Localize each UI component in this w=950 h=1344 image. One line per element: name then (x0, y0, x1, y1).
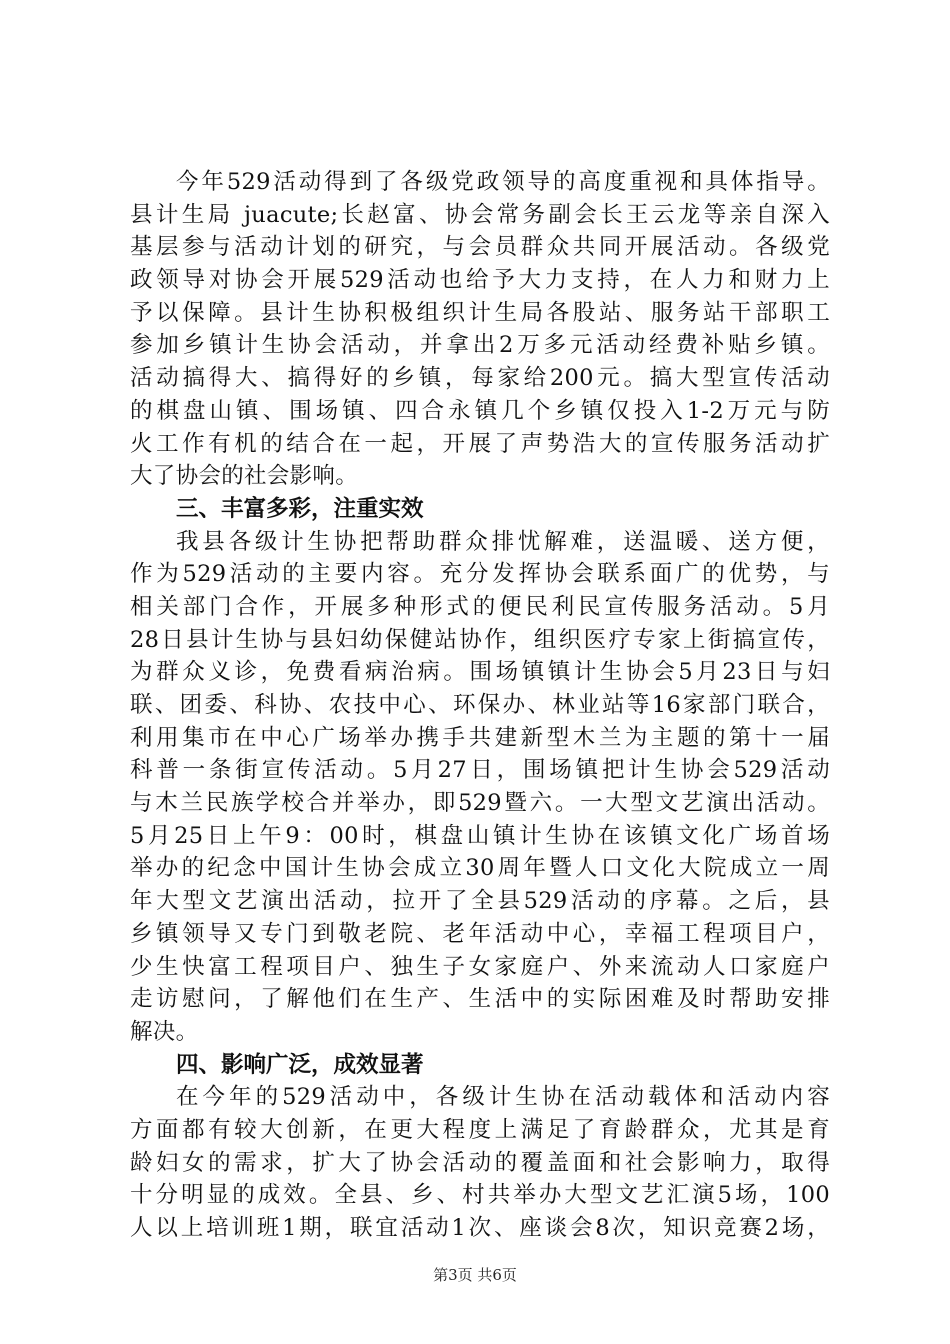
text-line: 参加乡镇计生协会活动，并拿出2万多元活动经费补贴乡镇。 (130, 332, 830, 359)
paragraph-leadership-support (130, 166, 830, 493)
text-line: 5月25日上午9：00时，棋盘山镇计生协在该镇文化广场首场 (130, 822, 830, 849)
text-line: 十分明显的成效。全县、乡、村共举办大型文艺汇演5场，100 (130, 1182, 830, 1209)
text-line: 与木兰民族学校合并举办，即529暨六。一大型文艺演出活动。 (130, 790, 830, 817)
text-line: 方面都有较大创新，在更大程度上满足了育龄群众，尤其是育 (130, 1116, 830, 1143)
text-line: 科普一条街宣传活动。5月27日，围场镇把计生协会529活动 (130, 757, 830, 784)
text-line: 基层参与活动计划的研究，与会员群众共同开展活动。各级党 (130, 234, 830, 261)
text-line: 28日县计生协与县妇幼保健站协作，组织医疗专家上街搞宣传， (130, 626, 830, 653)
text-line: 的棋盘山镇、围场镇、四合永镇几个乡镇仅投入1-2万元与防 (130, 397, 830, 424)
text-line: 县计生局 juacute;长赵富、协会常务副会长王云龙等亲自深入 (130, 201, 830, 228)
text-line: 我县各级计生协把帮助群众排忧解难，送温暖、送方便， (176, 528, 830, 555)
section-heading-4: 四、影响广泛，成效显著 (176, 1051, 424, 1078)
text-line: 今年529活动得到了各级党政领导的高度重视和具体指导。 (176, 169, 830, 195)
text-line: 人以上培训班1期，联宜活动1次、座谈会8次，知识竞赛2场， (130, 1215, 830, 1241)
text-line: 在今年的529活动中，各级计生协在活动载体和活动内容 (176, 1084, 830, 1111)
text-line: 走访慰问，了解他们在生产、生活中的实际困难及时帮助安排 (130, 986, 830, 1013)
text-line: 龄妇女的需求，扩大了协会活动的覆盖面和社会影响力，取得 (130, 1149, 830, 1176)
text-line: 活动搞得大、搞得好的乡镇，每家给200元。搞大型宣传活动 (130, 365, 830, 392)
text-line: 作为529活动的主要内容。充分发挥协会联系面广的优势，与 (130, 561, 830, 588)
text-line: 解决。 (130, 1018, 199, 1045)
section-heading-3: 三、丰富多彩，注重实效 (176, 495, 424, 522)
text-line: 联、团委、科协、农技中心、环保办、林业站等16家部门联合， (130, 692, 830, 718)
paragraph-diverse-activities (130, 526, 830, 1049)
text-line: 相关部门合作，开展多种形式的便民利民宣传服务活动。5月 (130, 593, 830, 620)
text-line: 大了协会的社会影响。 (130, 463, 359, 490)
page-number-footer: 第3页 共6页 (433, 1266, 517, 1284)
text-line: 年大型文艺演出活动，拉开了全县529活动的序幕。之后，县 (130, 888, 830, 915)
paragraph-wide-impact (130, 1081, 830, 1244)
text-line: 利用集市在中心广场举办携手共建新型木兰为主题的第十一届 (130, 724, 830, 751)
text-line: 少生快富工程项目户、独生子女家庭户、外来流动人口家庭户 (130, 953, 830, 980)
text-line: 火工作有机的结合在一起，开展了声势浩大的宣传服务活动扩 (130, 430, 830, 457)
document-body (130, 166, 830, 1245)
text-line: 为群众义诊，免费看病治病。围场镇镇计生协会5月23日与妇 (130, 659, 830, 686)
text-line: 政领导对协会开展529活动也给予大力支持，在人力和财力上 (130, 267, 830, 294)
text-line: 举办的纪念中国计生协会成立30周年暨人口文化大院成立一周 (130, 855, 830, 882)
text-line: 予以保障。县计生协积极组织计生局各股站、服务站干部职工 (130, 299, 830, 326)
text-line: 乡镇领导又专门到敬老院、老年活动中心，幸福工程项目户， (130, 920, 830, 947)
